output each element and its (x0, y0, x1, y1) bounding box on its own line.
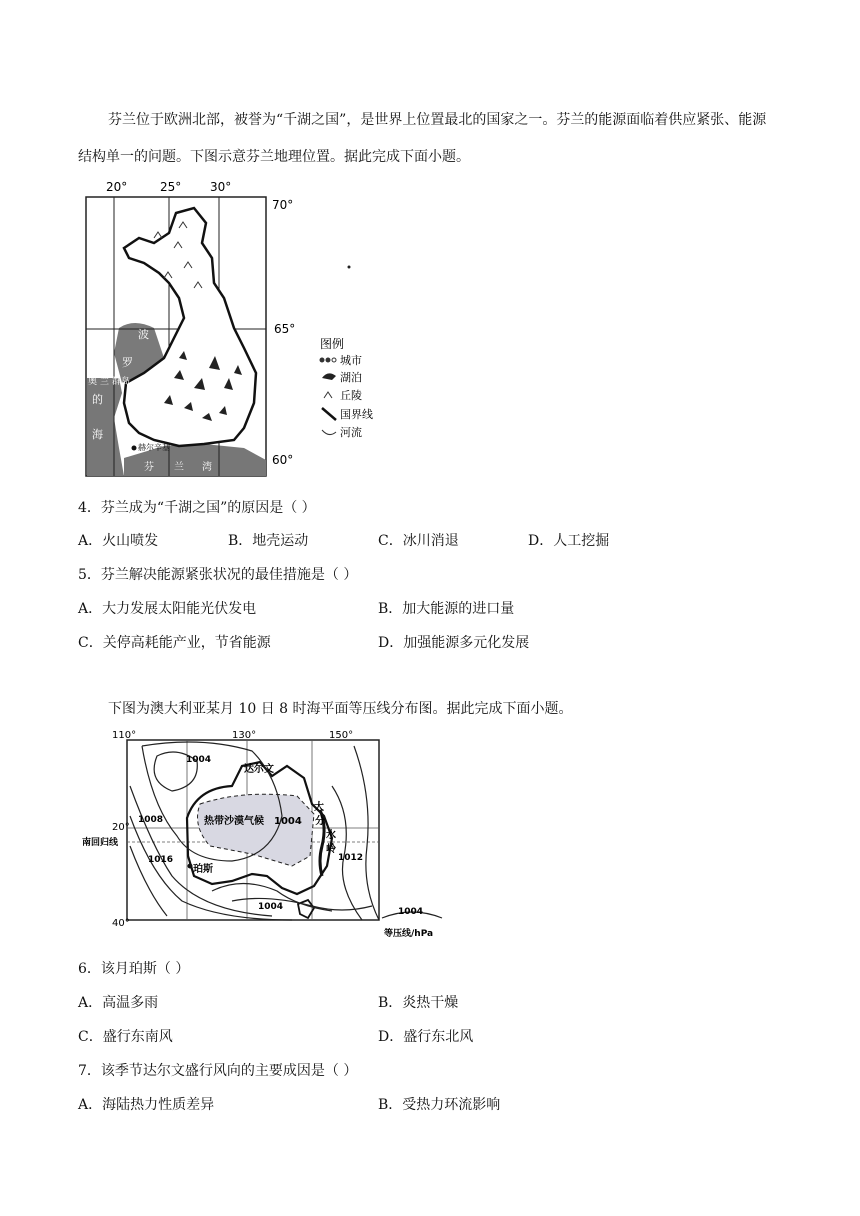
place-label: 波 (138, 328, 149, 341)
place-label: 湾 (202, 462, 212, 473)
lat-label: 60° (272, 453, 294, 467)
place-label: 罗 (122, 356, 133, 369)
australia-isobar-map (82, 726, 452, 944)
question-7-stem: 7．该季节达尔文盛行风向的主要成因是（ ） (78, 1063, 358, 1079)
lon-label: 110° (112, 730, 137, 741)
q5-option-d[interactable]: D．加强能源多元化发展 (378, 635, 530, 651)
place-label: 兰 (174, 462, 184, 473)
place-label: 水 (326, 830, 336, 841)
place-label: 兰 (100, 377, 110, 387)
lon-label: 130° (232, 730, 257, 741)
place-label: 岭 (326, 844, 336, 855)
q6-option-c[interactable]: C．盛行东南风 (78, 1029, 173, 1045)
lon-label: 25° (160, 180, 182, 194)
intro-paragraph-australia: 下图为澳大利亚某月 10 日 8 时海平面等压线分布图。据此完成下面小题。 (108, 701, 573, 717)
q4-option-a[interactable]: A．火山喷发 (78, 533, 159, 549)
q7-option-b[interactable]: B．受热力环流影响 (378, 1097, 501, 1113)
place-label: 达尔文 (244, 764, 274, 775)
intro-paragraph-finland (78, 102, 778, 176)
q4-option-d[interactable]: D．人工挖掘 (528, 533, 610, 549)
lat-label: 20° (112, 822, 130, 833)
question-5-stem: 5．芬兰解决能源紧张状况的最佳措施是（ ） (78, 567, 358, 583)
q5-option-b[interactable]: B．加大能源的进口量 (378, 601, 515, 617)
lat-label: 70° (272, 198, 294, 212)
q5-option-c[interactable]: C．关停高耗能产业，节省能源 (78, 635, 271, 651)
legend-title: 图例 (320, 337, 345, 351)
q4-option-c[interactable]: C．冰川消退 (378, 533, 459, 549)
place-label: 大 (314, 802, 324, 813)
q7-option-a[interactable]: A．海陆热力性质差异 (78, 1097, 215, 1113)
q6-option-a[interactable]: A．高温多雨 (78, 995, 159, 1011)
map-legend (320, 336, 374, 439)
isobar-value: 1016 (148, 855, 174, 865)
place-label: 海 (92, 428, 103, 441)
tropic-label: 南回归线 (82, 838, 119, 848)
lon-label: 150° (329, 730, 354, 741)
place-label: 热带沙漠气候 (204, 816, 264, 827)
place-label: 1004 (274, 816, 302, 827)
q5-option-a[interactable]: A．大力发展太阳能光伏发电 (78, 601, 257, 617)
place-label: 奥 (88, 377, 98, 387)
place-label: 群岛 (112, 377, 131, 387)
legend-item: 丘陵 (340, 389, 362, 402)
q6-option-d[interactable]: D．盛行东北风 (378, 1029, 474, 1045)
isobar-value: 1008 (138, 815, 164, 825)
question-4-stem: 4．芬兰成为“千湖之国”的原因是（ ） (78, 500, 316, 516)
place-label: 赫尔辛基 (138, 443, 170, 452)
finland-map (84, 178, 384, 480)
question-6-stem: 6．该月珀斯（ ） (78, 961, 190, 977)
legend-item: 河流 (340, 426, 362, 439)
place-label: 芬 (144, 462, 154, 473)
isobar-value: 1004 (186, 755, 212, 765)
q4-option-b[interactable]: B．地壳运动 (228, 533, 309, 549)
legend-caption: 等压线/hPa (384, 929, 434, 939)
lat-label: 65° (274, 322, 296, 336)
legend-item: 湖泊 (340, 371, 362, 384)
lon-label: 30° (210, 180, 232, 194)
place-label: 珀斯 (193, 864, 213, 875)
legend-item: 国界线 (340, 408, 373, 421)
intro-text: 芬兰位于欧洲北部，被誉为“千湖之国”，是世界上位置最北的国家之一。芬兰的能源面临着供应紧张、能源结构单一的问题。下图示意芬兰地理位置。据此完成下面小题。 (78, 112, 767, 165)
isobar-value: 1004 (258, 902, 284, 912)
legend-item: 城市 (340, 354, 362, 367)
lon-label: 20° (106, 180, 128, 194)
place-label: 分 (315, 816, 325, 827)
q6-option-b[interactable]: B．炎热干燥 (378, 995, 459, 1011)
isobar-value: 1012 (338, 853, 364, 863)
lat-label: 40° (112, 918, 130, 929)
place-label: 的 (92, 393, 103, 406)
legend-value: 1004 (398, 907, 424, 917)
